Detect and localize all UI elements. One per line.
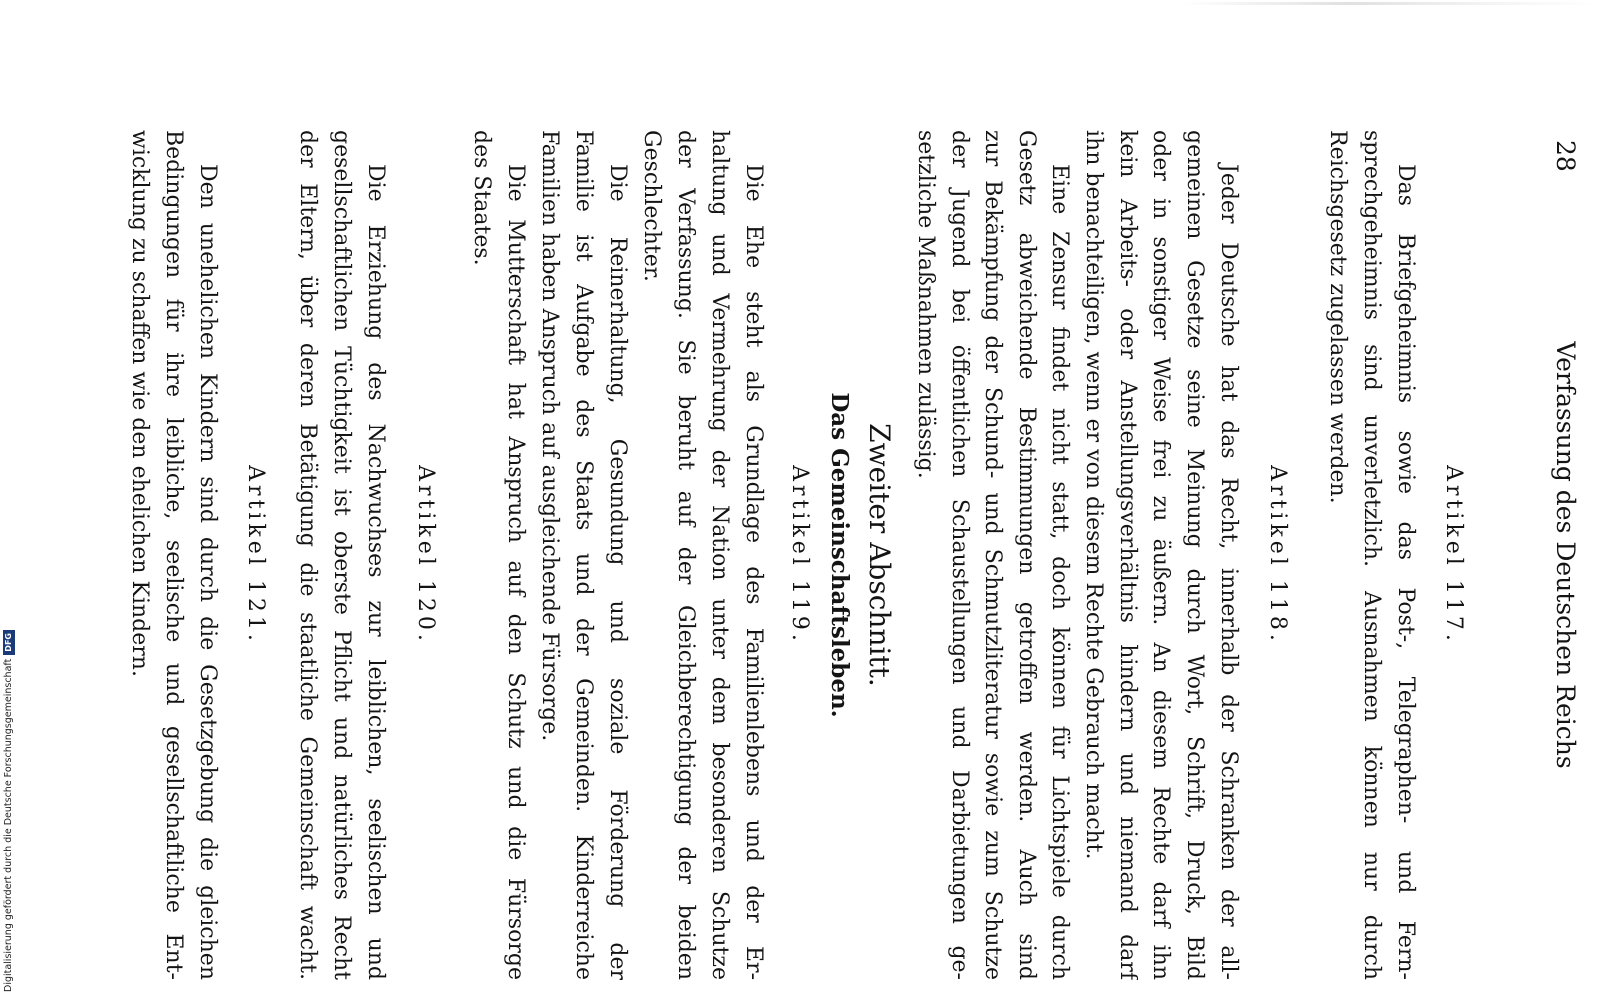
running-head: Verfassung des Deutschen Reichs [1551,341,1580,769]
article-119-line: Geschlechter. [639,130,664,282]
article-120-line: Die Erziehung des Nachwuchses zur leiblichen, seelischen und [363,164,388,980]
article-121-line: wicklung zu schaffen wie den ehelichen Kindern. [127,130,152,677]
article-118-line: Eine Zensur findet nicht statt, doch können für Lichtspiele durch [1047,164,1072,980]
article-120-line: gesellschaftlichen Tüchtigkeit ist oberste Pflicht und natürliches Recht [329,130,354,980]
article-119-line: haltung und Vermehrung der Nation unter dem besonderen Schutze [707,130,732,980]
article-118-line: kein Arbeits- oder Anstellungsverhältnis hindern und niemand darf [1115,130,1140,980]
article-120-heading: Artikel 120. [413,465,438,645]
article-120-line: der Eltern, über deren Betätigung die staatliche Gemeinschaft wacht. [295,130,320,980]
digitization-credit-text: Digitalisierung gefördert durch die Deutsche Forschungsgemeinschaft [3,658,14,992]
article-119-line: der Verfassung. Sie beruht auf der Gleichberechtigung der beiden [673,130,698,980]
article-118-heading: Artikel 118. [1265,465,1290,645]
dfg-logo: DFG [3,630,15,655]
article-118-line: oder in sonstiger Weise frei zu äußern. An diesem Rechte darf ihn [1148,130,1173,980]
article-118-line: Gesetz abweichende Bestimmungen getroffen werden. Auch sind [1014,130,1039,980]
article-118-line: gemeinen Gesetze seine Meinung durch Wort, Schrift, Druck, Bild [1182,130,1207,980]
article-118-line: setzliche Maßnahmen zulässig. [913,130,938,479]
article-118-line: ihn benachteiligen, wenn er von diesem Rechte Gebrauch macht. [1081,130,1106,860]
page-number: 28 [1551,140,1580,172]
article-118-line: der Jugend bei öffentlichen Schaustellungen und Darbietungen ge- [947,130,972,980]
article-117-line: sprechgeheimnis sind unverletzlich. Ausnahmen können nur durch [1359,130,1384,980]
article-119-line: Die Mutterschaft hat Anspruch auf den Schutz und die Fürsorge [503,164,528,980]
article-118-line: zur Bekämpfung der Schund- und Schmutzliteratur sowie zum Schutze [980,130,1005,980]
article-121-line: Bedingungen für ihre leibliche, seelische und gesellschaftliche Ent- [161,130,186,980]
article-121-line: Den unehelichen Kindern sind durch die Gesetzgebung die gleichen [195,164,220,980]
section-subtitle: Das Gemeinschaftsleben. [826,392,853,718]
scan-edge-artifact [1180,2,1600,5]
digitization-credit [2,2,16,992]
article-117-line: Das Briefgeheimnis sowie das Post-, Telegraphen- und Fern- [1393,164,1418,980]
article-117-heading: Artikel 117. [1441,465,1466,645]
article-118-line: Jeder Deutsche hat das Recht, innerhalb der Schranken der all- [1216,164,1241,980]
article-119-line: Familie ist Aufgabe des Staats und der Gemeinden. Kinderreiche [571,130,596,980]
article-119-line: Die Reinerhaltung, Gesundung und soziale Förderung der [605,164,630,980]
rotated-page-content [120,130,1580,980]
article-117-line: Reichsgesetz zugelassen werden. [1325,130,1350,504]
article-119-line: Die Ehe steht als Grundlage des Familienlebens und der Er- [741,164,766,980]
section-title: Zweiter Abschnitt. [863,423,896,687]
article-119-line: Familien haben Anspruch auf ausgleichende Fürsorge. [537,130,562,742]
article-121-heading: Artikel 121. [243,465,268,645]
article-119-line: des Staates. [469,130,494,266]
article-119-heading: Artikel 119. [787,465,812,645]
